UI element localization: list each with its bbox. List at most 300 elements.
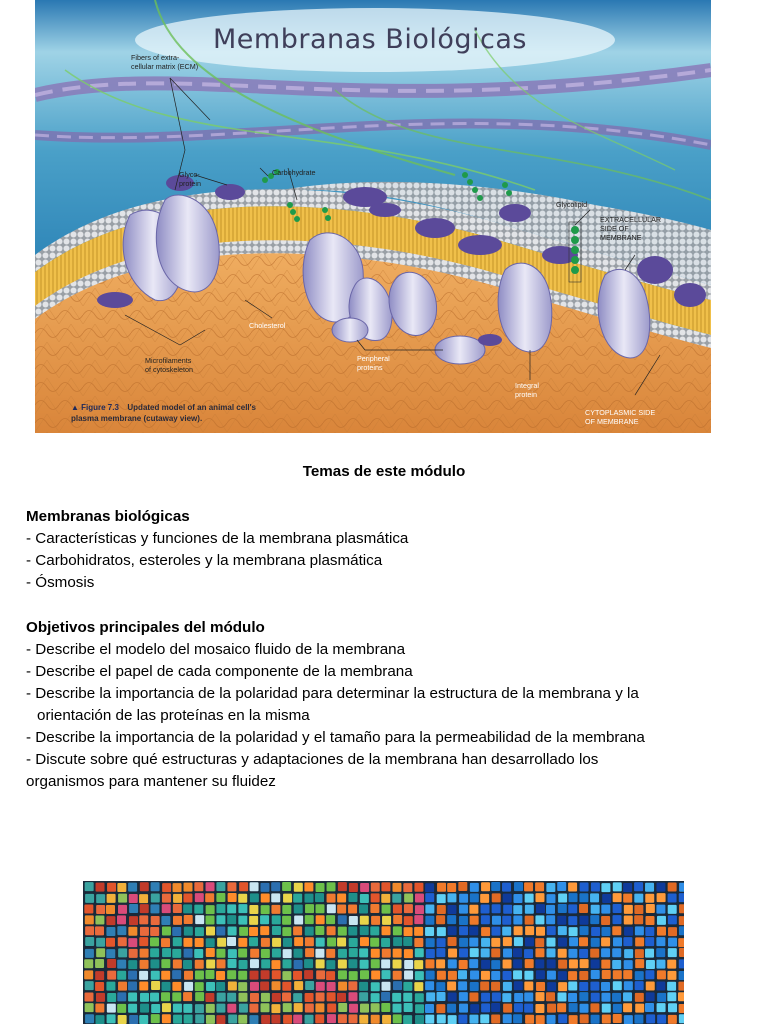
mosaic-tile xyxy=(425,893,434,902)
mosaic-tile xyxy=(579,937,588,946)
mosaic-tile xyxy=(668,894,677,903)
mosaic-tile xyxy=(261,970,270,979)
mosaic-tile xyxy=(184,982,193,991)
mosaic-tile xyxy=(128,927,137,936)
mosaic-tile xyxy=(470,916,479,925)
mosaic-tile xyxy=(85,1014,94,1023)
mosaic-tile xyxy=(117,926,126,935)
mosaic-tile xyxy=(470,970,479,979)
mosaic-tile xyxy=(206,938,215,947)
mosaic-tile xyxy=(282,916,291,925)
mosaic-tile xyxy=(392,894,401,903)
mosaic-tile xyxy=(613,882,622,891)
mosaic-tile xyxy=(558,1014,567,1023)
mosaic-tile xyxy=(503,894,512,903)
mosaic-tiles xyxy=(83,881,684,1024)
mosaic-tile xyxy=(282,882,291,891)
mosaic-tile xyxy=(601,905,610,914)
mosaic-tile xyxy=(590,949,599,958)
mosaic-tile xyxy=(569,937,578,946)
mosaic-tile xyxy=(282,982,291,991)
mosaic-tile xyxy=(404,927,413,936)
mosaic-tile xyxy=(513,970,522,979)
mosaic-tile xyxy=(172,992,181,1001)
mosaic-tile xyxy=(425,927,434,936)
mosaic-tile xyxy=(470,1004,479,1013)
mosaic-tile xyxy=(173,894,182,903)
mosaic-tile xyxy=(403,993,412,1002)
mosaic-tile xyxy=(173,916,182,925)
mosaic-tile xyxy=(117,971,126,980)
mosaic-tile xyxy=(349,971,358,980)
mosaic-tile xyxy=(227,970,236,979)
mosaic-tile xyxy=(129,916,138,925)
mosaic-tile xyxy=(679,893,684,902)
mosaic-tile xyxy=(85,981,94,990)
mosaic-tile xyxy=(107,959,116,968)
mosaic-tile xyxy=(536,982,545,991)
mosaic-tile xyxy=(425,981,434,990)
mosaic-tile xyxy=(371,970,380,979)
mosaic-tile xyxy=(128,971,137,980)
mosaic-tile xyxy=(645,883,654,892)
mosaic-tile xyxy=(250,882,259,891)
mosaic-tile xyxy=(370,938,379,947)
mosaic-tile xyxy=(217,993,226,1002)
mosaic-tile xyxy=(349,1014,358,1023)
mosaic-tile xyxy=(304,894,313,903)
mosaic-tile xyxy=(414,938,423,947)
mosaic-tile xyxy=(404,893,413,902)
mosaic-tile xyxy=(481,1003,490,1012)
mosaic-tile xyxy=(601,993,610,1002)
mosaic-tile xyxy=(261,993,270,1002)
mosaic-tile xyxy=(535,938,544,947)
mosaic-tile xyxy=(535,915,544,924)
mosaic-tile xyxy=(338,1014,347,1023)
mosaic-tile xyxy=(139,971,148,980)
mosaic-tile xyxy=(304,959,313,968)
mosaic-tile xyxy=(437,938,446,947)
mosaic-tile xyxy=(260,883,269,892)
mosaic-tile xyxy=(195,992,204,1001)
mosaic-tile xyxy=(569,927,578,936)
mosaic-tile xyxy=(502,916,511,925)
mosaic-tile xyxy=(392,993,401,1002)
mosaic-tile xyxy=(469,938,478,947)
mosaic-tile xyxy=(238,1015,247,1024)
mosaic-tile xyxy=(513,916,522,925)
mosaic-tile xyxy=(293,894,302,903)
mosaic-tile xyxy=(117,915,126,924)
mosaic-tile xyxy=(568,971,577,980)
mosaic-tile xyxy=(195,938,204,947)
mosaic-tile xyxy=(96,993,105,1002)
mosaic-tile xyxy=(184,883,193,892)
mosaic-tile xyxy=(338,949,347,958)
mosaic-tile xyxy=(173,1004,182,1013)
mosaic-tile xyxy=(623,894,632,903)
mosaic-tile xyxy=(205,893,214,902)
mosaic-tile xyxy=(591,970,600,979)
mosaic-tile xyxy=(645,894,654,903)
mosaic-tile xyxy=(227,915,236,924)
mosaic-tile xyxy=(205,993,214,1002)
mosaic-tile xyxy=(337,893,346,902)
mosaic-tile xyxy=(283,894,292,903)
mosaic-tile xyxy=(645,916,654,925)
mosaic-tile xyxy=(349,883,358,892)
mosaic-tile xyxy=(481,971,490,980)
mosaic-tile xyxy=(492,927,501,936)
mosaic-tile xyxy=(503,982,512,991)
mosaic-tile xyxy=(601,960,610,969)
mosaic-tile xyxy=(316,959,325,968)
mosaic-tile xyxy=(337,938,346,947)
mosaic-tile xyxy=(481,904,490,913)
mosaic-tile xyxy=(558,960,567,969)
mosaic-tile xyxy=(238,904,247,913)
mosaic-tile xyxy=(437,1015,446,1024)
mosaic-tile xyxy=(195,893,204,902)
mosaic-tile xyxy=(238,949,247,958)
mosaic-tile xyxy=(359,948,368,957)
mosaic-tile xyxy=(381,882,390,891)
mosaic-tile xyxy=(679,926,684,935)
mosaic-tile xyxy=(382,1015,391,1024)
mosaic-tile xyxy=(216,971,225,980)
mosaic-tile xyxy=(161,916,170,925)
label-ecm-line2: cellular matrix (ECM) xyxy=(131,62,199,71)
mosaic-tile xyxy=(547,1015,556,1024)
mosaic-tile xyxy=(371,893,380,902)
mosaic-tile xyxy=(568,949,577,958)
mosaic-tile xyxy=(645,970,654,979)
mosaic-tile xyxy=(458,882,467,891)
mosaic-tile xyxy=(283,1003,292,1012)
mosaic-tile xyxy=(349,948,358,957)
mosaic-tile xyxy=(469,992,478,1001)
mosaic-tile xyxy=(360,926,369,935)
mosaic-tile xyxy=(646,960,655,969)
mosaic-tile xyxy=(591,883,600,892)
mosaic-tile xyxy=(326,971,335,980)
mosaic-tile xyxy=(624,916,633,925)
mosaic-tile xyxy=(150,937,159,946)
mosaic-tile xyxy=(590,893,599,902)
mosaic-tile xyxy=(447,905,456,914)
mosaic-tile xyxy=(667,960,676,969)
section1-item: - Carbohidratos, esteroles y la membrana plasmática xyxy=(26,552,383,569)
mosaic-tile xyxy=(657,993,666,1002)
mosaic-tile xyxy=(272,970,281,979)
mosaic-tile xyxy=(139,915,148,924)
mosaic-tile xyxy=(491,960,500,969)
mosaic-tile xyxy=(656,883,665,892)
mosaic-tile xyxy=(481,948,490,957)
mosaic-tile xyxy=(360,916,369,925)
mosaic-tile xyxy=(206,959,215,968)
mosaic-tile xyxy=(360,960,369,969)
mosaic-tile xyxy=(272,993,281,1002)
mosaic-tile xyxy=(425,883,434,892)
mosaic-tile xyxy=(448,971,457,980)
mosaic-tile xyxy=(426,971,435,980)
mosaic-tile xyxy=(557,992,566,1001)
mosaic-tile xyxy=(216,1015,225,1024)
mosaic-tile xyxy=(85,894,94,903)
mosaic-tile xyxy=(172,982,181,991)
mosaic-tile xyxy=(227,1004,236,1013)
mosaic-tile xyxy=(238,982,247,991)
mosaic-tile xyxy=(348,926,357,935)
mosaic-tile xyxy=(228,893,237,902)
mosaic-tile xyxy=(151,971,160,980)
mosaic-tile xyxy=(371,883,380,892)
mosaic-tile xyxy=(194,882,203,891)
mosaic-tile xyxy=(371,949,380,958)
mosaic-tile xyxy=(85,1003,94,1012)
mosaic-tile xyxy=(657,927,666,936)
mosaic-tile xyxy=(657,1003,666,1012)
mosaic-tile xyxy=(579,992,588,1001)
mosaic-tile xyxy=(360,937,369,946)
mosaic-tile xyxy=(173,883,182,892)
mosaic-tile xyxy=(382,926,391,935)
mosaic-tile xyxy=(524,971,533,980)
figure-caption-text: Updated model of an animal cell's xyxy=(127,403,256,412)
mosaic-tile xyxy=(195,960,204,969)
mosaic-tile xyxy=(95,926,104,935)
mosaic-tile xyxy=(623,992,632,1001)
mosaic-tile xyxy=(459,948,468,957)
mosaic-tile xyxy=(106,938,115,947)
mosaic-tile xyxy=(359,905,368,914)
mosaic-tile xyxy=(623,970,632,979)
label-cytoplasmic-line2: OF MEMBRANE xyxy=(585,417,639,426)
mosaic-tile xyxy=(216,904,225,913)
label-glycolipid: Glycolipid xyxy=(556,200,588,209)
mosaic-tile xyxy=(624,1015,633,1024)
mosaic-tile xyxy=(161,938,170,947)
mosaic-tile xyxy=(657,916,666,925)
mosaic-tile xyxy=(118,937,127,946)
mosaic-tile xyxy=(635,937,644,946)
mosaic-tile xyxy=(624,981,633,990)
mosaic-tile xyxy=(613,904,622,913)
mosaic-tile xyxy=(514,926,523,935)
mosaic-tile xyxy=(679,948,684,957)
mosaic-tile xyxy=(492,904,501,913)
mosaic-tile xyxy=(261,949,270,958)
mosaic-tile xyxy=(315,1014,324,1023)
mosaic-tile xyxy=(195,927,204,936)
mosaic-tile xyxy=(404,970,413,979)
mosaic-tile xyxy=(316,915,325,924)
mosaic-tile xyxy=(613,893,622,902)
mosaic-tile xyxy=(393,905,402,914)
mosaic-tile xyxy=(381,982,390,991)
mosaic-tile xyxy=(437,894,446,903)
mosaic-tile xyxy=(668,948,677,957)
mosaic-tile xyxy=(535,882,544,891)
mosaic-tile xyxy=(140,949,149,958)
mosaic-tile xyxy=(481,927,490,936)
mosaic-tile xyxy=(679,971,684,980)
mosaic-tile xyxy=(392,883,401,892)
mosaic-tile xyxy=(128,883,137,892)
mosaic-tile xyxy=(173,937,182,946)
mosaic-tile xyxy=(557,916,566,925)
mosaic-tile xyxy=(503,1004,512,1013)
mosaic-tile xyxy=(415,905,424,914)
mosaic-tile xyxy=(448,937,457,946)
mosaic-tile xyxy=(117,960,126,969)
mosaic-tile xyxy=(184,915,193,924)
mosaic-tile xyxy=(458,1015,467,1024)
mosaic-tile xyxy=(469,1015,478,1024)
section2-item: - Describe la importancia de la polaridad para determinar la estructura de la membrana y la xyxy=(26,685,639,702)
mosaic-tile xyxy=(305,948,314,957)
mosaic-tile xyxy=(491,971,500,980)
mosaic-tile xyxy=(601,982,610,991)
mosaic-tile xyxy=(282,927,291,936)
mosaic-tile xyxy=(96,905,105,914)
mosaic-tile xyxy=(524,982,533,991)
mosaic-tile xyxy=(106,916,115,925)
mosaic-tile xyxy=(359,1015,368,1024)
mosaic-tile xyxy=(436,982,445,991)
mosaic-tile xyxy=(536,927,545,936)
mosaic-tile xyxy=(425,959,434,968)
mosaic-tile xyxy=(249,937,258,946)
mosaic-tile xyxy=(425,1015,434,1024)
mosaic-tile xyxy=(227,937,236,946)
mosaic-tile xyxy=(338,882,347,891)
mosaic-tile xyxy=(139,894,148,903)
mosaic-tile xyxy=(315,893,324,902)
mosaic-tile xyxy=(338,927,347,936)
mosaic-tile xyxy=(612,926,621,935)
mosaic-tile xyxy=(227,993,236,1002)
mosaic-tile xyxy=(503,1014,512,1023)
mosaic-tile xyxy=(327,938,336,947)
mosaic-tile xyxy=(414,915,423,924)
mosaic-tile xyxy=(85,926,94,935)
mosaic-tile xyxy=(513,959,522,968)
mosaic-tile xyxy=(371,1015,380,1024)
mosaic-tile xyxy=(568,982,577,991)
mosaic-tile xyxy=(316,970,325,979)
mosaic-tile xyxy=(514,1003,523,1012)
mosaic-tile xyxy=(84,959,93,968)
mosaic-tile xyxy=(668,905,677,914)
mosaic-tile xyxy=(470,948,479,957)
mosaic-tile xyxy=(634,905,643,914)
mosaic-tile xyxy=(161,971,170,980)
mosaic-tile xyxy=(535,1004,544,1013)
mosaic-tile xyxy=(139,981,148,990)
section1-item: - Ósmosis xyxy=(26,574,95,591)
mosaic-tile xyxy=(525,937,534,946)
mosaic-tile xyxy=(316,904,325,913)
mosaic-tile xyxy=(580,959,589,968)
mosaic-tile xyxy=(183,960,192,969)
mosaic-tile xyxy=(106,982,115,991)
mosaic-tile xyxy=(382,905,391,914)
mosaic-tile xyxy=(459,894,468,903)
mosaic-tile xyxy=(580,882,589,891)
section2-item-continuation: orientación de las proteínas en la misma xyxy=(37,707,310,724)
mosaic-tile xyxy=(327,894,336,903)
label-cholesterol: Cholesterol xyxy=(249,321,286,330)
mosaic-tile xyxy=(260,926,269,935)
mosaic-tile xyxy=(349,1004,358,1013)
mosaic-tile xyxy=(327,926,336,935)
mosaic-tile xyxy=(260,981,269,990)
mosaic-tile xyxy=(514,882,523,891)
mosaic-tile xyxy=(667,992,676,1001)
mosaic-tile xyxy=(491,948,500,957)
mosaic-tile xyxy=(591,905,600,914)
mosaic-tile xyxy=(602,1004,611,1013)
mosaic-tile xyxy=(305,927,314,936)
mosaic-tile xyxy=(293,993,302,1002)
mosaic-tile xyxy=(227,904,236,913)
mosaic-tile xyxy=(140,904,149,913)
mosaic-tile xyxy=(150,959,159,968)
mosaic-tile xyxy=(514,937,523,946)
mosaic-tile xyxy=(469,905,478,914)
label-cytoplasmic-line1: CYTOPLASMIC SIDE xyxy=(585,408,656,417)
mosaic-tile xyxy=(624,905,633,914)
mosaic-tile xyxy=(294,883,303,892)
mosaic-tile xyxy=(151,981,160,990)
mosaic-tile xyxy=(238,916,247,925)
mosaic-tile xyxy=(645,949,654,958)
mosaic-tile xyxy=(645,937,654,946)
mosaic-tile xyxy=(195,915,204,924)
mosaic-tile xyxy=(546,883,555,892)
mosaic-tile xyxy=(612,960,621,969)
section2-item: - Describe la importancia de la polaridad y el tamaño para la permeabilidad de la membrana xyxy=(26,729,645,746)
mosaic-tile xyxy=(195,982,204,991)
mosaic-tile xyxy=(679,1004,684,1013)
mosaic-tile xyxy=(425,916,434,925)
mosaic-tile xyxy=(360,970,369,979)
mosaic-tile xyxy=(403,1015,412,1024)
mosaic-tile xyxy=(216,982,225,991)
mosaic-tile xyxy=(238,993,247,1002)
mosaic-tile xyxy=(272,938,281,947)
mosaic-tile xyxy=(95,1003,104,1012)
mosaic-tile xyxy=(249,927,258,936)
mosaic-tile xyxy=(657,970,666,979)
mosaic-tile xyxy=(118,948,127,957)
mosaic-tile xyxy=(459,960,468,969)
mosaic-tile xyxy=(579,982,588,991)
mosaic-tile xyxy=(568,993,577,1002)
mosaic-tile xyxy=(437,927,446,936)
mosaic-tile xyxy=(327,982,336,991)
mosaic-tile xyxy=(525,959,534,968)
mosaic-tile xyxy=(150,993,159,1002)
mosaic-tile xyxy=(238,971,247,980)
mosaic-tile xyxy=(183,904,192,913)
mosaic-tile xyxy=(370,904,379,913)
mosaic-tile xyxy=(645,927,654,936)
mosaic-tile xyxy=(227,882,236,891)
